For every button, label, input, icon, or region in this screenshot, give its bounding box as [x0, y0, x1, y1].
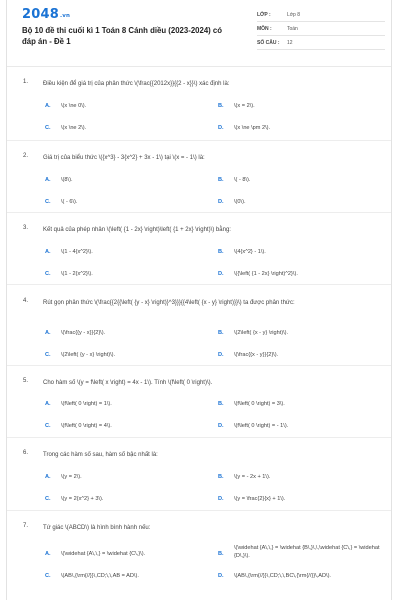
option-letter: A. [45, 330, 51, 336]
option-text: \(\frac{{x - y}}{2}\). [234, 352, 279, 358]
option-text: \(\frac{{y - x}}{2}\). [61, 330, 106, 336]
option-letter: D. [218, 199, 224, 205]
option-letter: A. [45, 551, 51, 557]
meta-label: MÔN : [257, 25, 272, 32]
option-letter: B. [218, 103, 224, 109]
question-number: 4. [23, 298, 29, 304]
option-text: \(f\left( 0 \right) = - 1\). [234, 423, 289, 429]
option-text: \(y = - 2x + 1\). [234, 474, 271, 480]
site-logo[interactable] [22, 7, 70, 22]
question-divider [7, 365, 391, 366]
option-letter: A. [45, 474, 51, 480]
option-text: \(x \ne 0\). [61, 103, 87, 109]
option-text: \(x = 2\). [234, 103, 255, 109]
meta-table [257, 8, 385, 50]
logo-text: 2048 [22, 7, 59, 22]
option-text: \(1 - 4{x^2}\). [61, 249, 93, 255]
question-divider [7, 284, 391, 285]
option-text: \(y = \frac{2}{x} + 1\). [234, 496, 286, 502]
meta-value: Toán [287, 25, 298, 32]
option-letter: A. [45, 401, 51, 407]
question-number: 2. [23, 153, 29, 159]
option-text: \(AB\,{\rm{//}}\,CD;\,\,AB = AD\). [61, 573, 139, 579]
question-text: Kết quả của phép nhân \(\left( {1 - 2x} \right)\left( {1 + 2x} \right)\) bằng: [43, 227, 231, 233]
option-text: \(f\left( 0 \right) = 4\). [61, 423, 112, 429]
option-text: \(f\left( 0 \right) = 1\). [61, 401, 112, 407]
meta-label: LỚP : [257, 11, 271, 18]
option-text: \(f\left( 0 \right) = 3\). [234, 401, 285, 407]
option-letter: D. [218, 496, 224, 502]
option-text: \(2\left( {y - x} \right)\). [61, 352, 116, 358]
option-text: \(2\left( {x - y} \right)\). [234, 330, 289, 336]
meta-value: Lớp 8 [287, 11, 301, 18]
document-title: Bộ 10 đề thi cuối kì 1 Toán 8 Cánh diều (2023-2024) có đáp án - Đề 1 [22, 26, 223, 46]
meta-row-subject [257, 22, 385, 36]
option-text: \(x \ne \pm 2\). [234, 125, 271, 131]
option-letter: B. [218, 330, 224, 336]
option-text: \(0\). [234, 199, 246, 205]
option-letter: D. [218, 423, 224, 429]
option-letter: A. [45, 177, 51, 183]
question-number: 5. [23, 378, 29, 384]
exam-page [6, 0, 392, 600]
option-text: \(1 - 2{x^2}\). [61, 271, 93, 277]
question-text: Giá trị của biểu thức \({x^3} - 3{x^2} + 3x - 1\) tại \(x = - 1\) là: [43, 155, 205, 161]
question-text: Rút gọn phân thức \(\frac{{2{{\left( {y - x} \right)}^3}}}{{4\left( {x - y} \right)}}\) ta được phân thức: [43, 300, 295, 306]
question-number: 1. [23, 79, 29, 85]
option-text: \( - 8\). [234, 177, 251, 183]
question-number: 3. [23, 225, 29, 231]
option-letter: B. [218, 551, 224, 557]
question-text: Trong các hàm số sau, hàm số bậc nhất là: [43, 452, 158, 458]
option-letter: C. [45, 199, 51, 205]
option-text: \(8\). [61, 177, 73, 183]
option-text: \( - 6\). [61, 199, 78, 205]
logo-suffix: .vn [59, 13, 71, 19]
option-letter: D. [218, 352, 224, 358]
meta-label: SỐ CÂU : [257, 39, 280, 46]
option-text: \({\left( {1 - 2x} \right)^2}\). [234, 271, 298, 277]
option-text: \(x \ne 2\). [61, 125, 87, 131]
option-letter: C. [45, 271, 51, 277]
option-text: \(y = 2\). [61, 474, 82, 480]
question-divider [7, 437, 391, 438]
option-letter: C. [45, 423, 51, 429]
option-letter: C. [45, 125, 51, 131]
meta-value: 12 [287, 39, 293, 46]
question-text: Tứ giác \(ABCD\) là hình bình hành nếu: [43, 525, 151, 531]
option-letter: C. [45, 496, 51, 502]
option-letter: B. [218, 177, 224, 183]
option-letter: D. [218, 271, 224, 277]
question-text: Điều kiện để giá trị của phân thức \(\frac{{2012x}}{{2 - x}}\) xác định là: [43, 81, 230, 87]
question-number: 6. [23, 450, 29, 456]
question-divider [7, 510, 391, 511]
question-text: Cho hàm số \(y = f\left( x \right) = 4x - 1\). Tính \(f\left( 0 \right)\). [43, 380, 213, 386]
meta-row-count [257, 36, 385, 50]
option-letter: C. [45, 573, 51, 579]
question-divider [7, 212, 391, 213]
option-letter: A. [45, 103, 51, 109]
option-letter: A. [45, 249, 51, 255]
option-text: \(AB\,{\rm{//}}\,CD;\,\,BC\,{\rm{//}}\,AD\). [234, 573, 331, 579]
option-text: \(\widehat {A\,\,} = \widehat {C\,}\). [61, 551, 146, 557]
option-text: \(\widehat {A\,\,} = \widehat {B\,}\,\,\widehat {C\,} = \widehat {D\,}\). [234, 545, 380, 559]
meta-row-class [257, 8, 385, 22]
option-letter: B. [218, 474, 224, 480]
option-letter: C. [45, 352, 51, 358]
question-divider [7, 140, 391, 141]
option-letter: D. [218, 573, 224, 579]
option-text: \(y = 2{x^2} + 3\). [61, 496, 104, 502]
option-letter: D. [218, 125, 224, 131]
question-number: 7. [23, 523, 29, 529]
page-header [7, 0, 391, 67]
option-letter: B. [218, 401, 224, 407]
option-text: \(4{x^2} - 1\). [234, 249, 266, 255]
option-letter: B. [218, 249, 224, 255]
